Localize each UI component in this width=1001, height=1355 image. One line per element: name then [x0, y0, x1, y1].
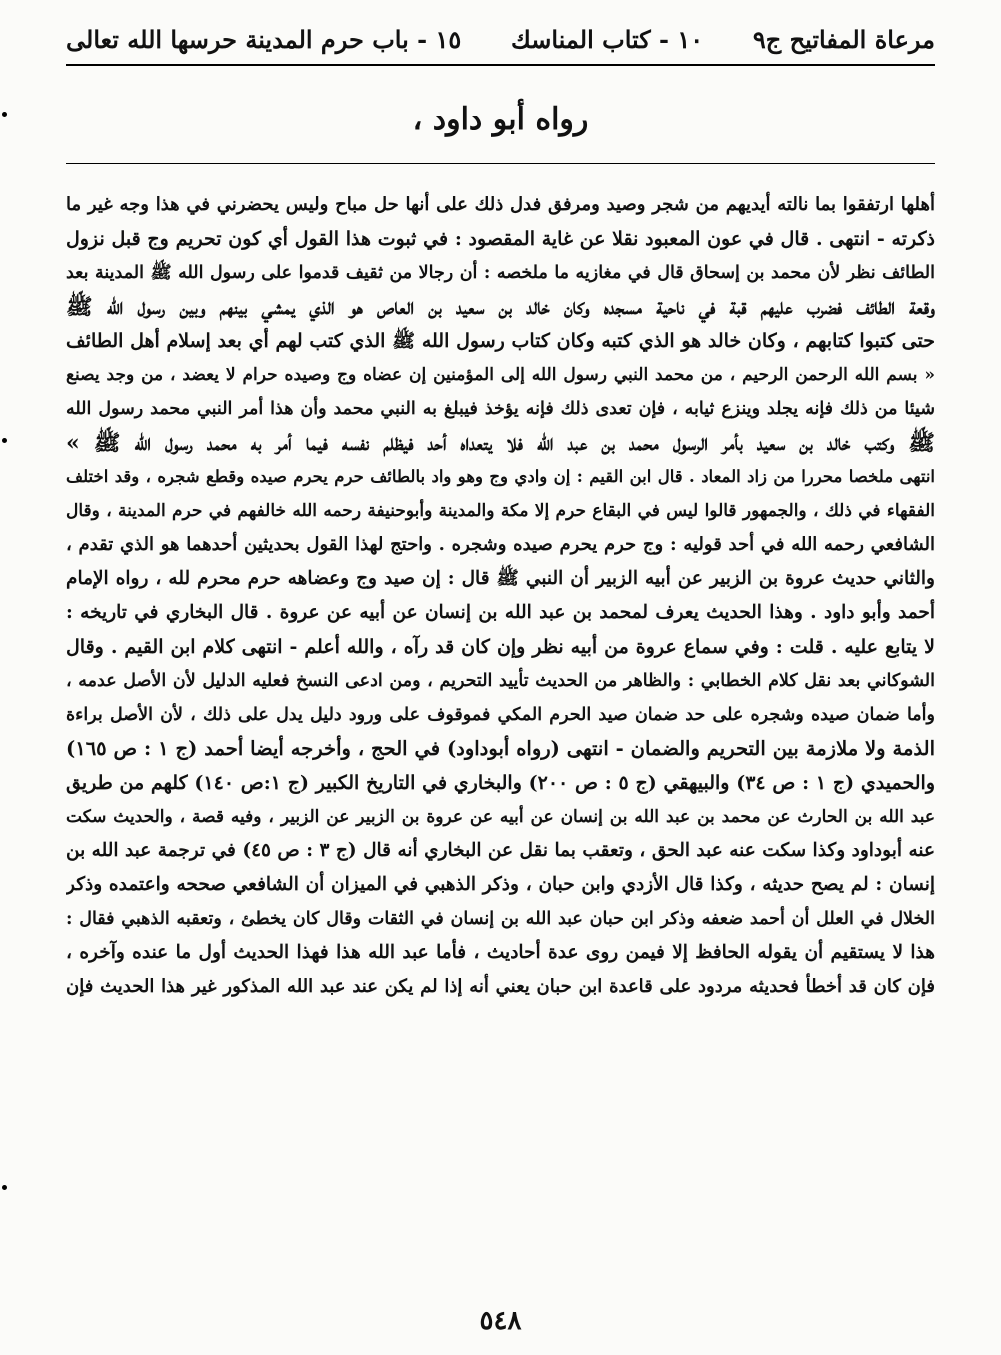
text-line: ذكرته - انتهى . قال في عون المعبود نقلا عن غاية المقصود : في ثبوت هذا القول أي كون تحريم وج قبل نزول [66, 228, 935, 250]
commentary-body [66, 188, 935, 1004]
running-header [66, 20, 935, 58]
text-line: « بسم الله الرحمن الرحيم ، من محمد النبي رسول الله إلى المؤمنين إن عضاه وج وصيده حرام لا يعضد ، من وجد يصنع [66, 365, 935, 385]
header-book-title: مرعاة المفاتيح ج٩ [752, 24, 935, 54]
text-line: الشوكاني بعد نقل كلام الخطابي : والظاهر من الحديث تأييد التحريم ، ومن ادعى النسخ فعليه الدليل لأن الأصل عدمه ، [66, 671, 935, 691]
text-line: الفقهاء في ذلك ، والجمهور قالوا ليس في البقاع حرم إلا مكة والمدينة وأبوحنيفة رحمه الله خالفهم في حرم المدينة ، وقال [66, 501, 935, 521]
text-line: ﷺ وكتب خالد بن سعيد بأمر الرسول محمد بن عبد الله فلا يتعداه أحد فيظلم نفسه فيما أمر به محمد رسول الله ﷺ » [66, 430, 935, 456]
text-line: هذا لا يستقيم أن يقوله الحافظ إلا فيمن روى عدة أحاديث ، فأما عبد الله هذا فهذا الحديث أول ما عنده وآخره ، [66, 942, 935, 963]
margin-mark [2, 112, 7, 117]
margin-mark [2, 438, 7, 443]
text-line: فإن كان قد أخطأ فحديثه مردود على قاعدة ابن حبان يعني أنه إذا لم يكن عند عبد الله المذكور غير هذا الحديث فإن [66, 976, 935, 997]
page-number: ٥٤٨ [479, 1306, 522, 1336]
text-line: إنسان : لم يصح حديثه ، وكذا قال الأزدي وابن حبان ، وذكر الذهبي في الميزان أن الشافعي صححه واعتمده وذكر [66, 874, 935, 895]
text-line: لا يتابع عليه . قلت : وفي سماع عروة من أبيه نظر وإن كان قد رآه ، والله أعلم - انتهى كلام ابن القيم . وقال [66, 636, 935, 658]
margin-mark [2, 1185, 7, 1190]
text-line: والثاني حديث عروة بن الزبير عن أبيه الزبير أن النبي ﷺ قال : إن صيد وج وعضاهه حرم محرم لله ، رواه الإمام [66, 568, 935, 589]
text-line: شيئا من ذلك فإنه يجلد وينزع ثيابه ، فإن تعدى ذلك فإنه يؤخذ فيبلغ به النبي محمد وأن هذا أمر النبي محمد رسول الله [66, 399, 935, 419]
header-chapter-title: ١٥ - باب حرم المدينة حرسها الله تعالى [66, 24, 462, 54]
header-rule [66, 64, 935, 66]
text-line: الخلال في العلل أن أحمد ضعفه وذكر ابن حبان عبد الله بن إنسان في الثقات وقال كان يخطئ ، وتعقبه الذهبي فقال : [66, 909, 935, 929]
text-line: عبد الله بن الحارث عن محمد بن عبد الله بن إنسان عن أبيه عن عروة بن الزبير عن الزبير ، وفيه قصة ، والحديث سكت [66, 807, 935, 827]
text-line: أهلها ارتفقوا بما نالته أيديهم من شجر وصيد ومرفق فدل ذلك على أنها حل مباح وليس يحضرني في هذا وجه غير ما [66, 194, 935, 215]
hadith-source-line: رواه أبو داود ، [412, 102, 589, 137]
text-line: الطائف نظر لأن محمد بن إسحاق قال في مغازيه ما ملخصه : أن رجالا من ثقيف قدموا على رسول الله ﷺ المدينة بعد [66, 263, 935, 283]
text-line: وأما ضمان صيده وشجره على حد ضمان صيد الحرم المكي فموقوف على ورود دليل يدل على ذلك ، لأن الأصل براءة [66, 705, 935, 725]
text-line: حتى كتبوا كتابهم ، وكان خالد هو الذي كتبه وكان كتاب رسول الله ﷺ الذي كتب لهم أي بعد إسلام أهل الطائف [66, 330, 935, 352]
text-line: والحميدي (ج ١ : ص ٣٤) والبيهقي (ج ٥ : ص ٢٠٠) والبخاري في التاريخ الكبير (ج ١:ص ١٤٠) كلهم من طريق [66, 772, 935, 794]
text-line: عنه أبوداود وكذا سكت عنه عبد الحق ، وتعقب بما نقل عن البخاري أنه قال (ج ٣ : ص ٤٥) في ترجمة عبد الله بن [66, 840, 935, 861]
section-divider [66, 163, 935, 164]
header-book-section: ١٠ - كتاب المناسك [511, 24, 704, 54]
text-line: انتهى ملخصا محررا من زاد المعاد . قال ابن القيم : إن وادي وج وهو واد بالطائف حرم يحرم صيده وقطع شجره ، وقد اختلف [66, 467, 935, 486]
text-line: الشافعي رحمه الله في أحد قوليه : وج حرم يحرم صيده وشجره . واحتج لهذا القول بحديثين أحدهما هو الذي تقدم ، [66, 534, 935, 555]
text-line: أحمد وأبو داود . وهذا الحديث يعرف لمحمد بن عبد الله بن إنسان عن أبيه عن عروة . قال البخاري في تاريخه : [66, 602, 935, 623]
text-line: الذمة ولا ملازمة بين التحريم والضمان - انتهى (رواه أبوداود) في الحج ، وأخرجه أيضا أحمد (ج ١ : ص ١٦٥) [66, 737, 935, 760]
text-line: وقعة الطائف فضرب عليهم قبة في ناحية مسجده وكان خالد بن سعيد بن العاص هو الذي يمشي بينهم وبين رسول الله ﷺ [66, 294, 935, 320]
